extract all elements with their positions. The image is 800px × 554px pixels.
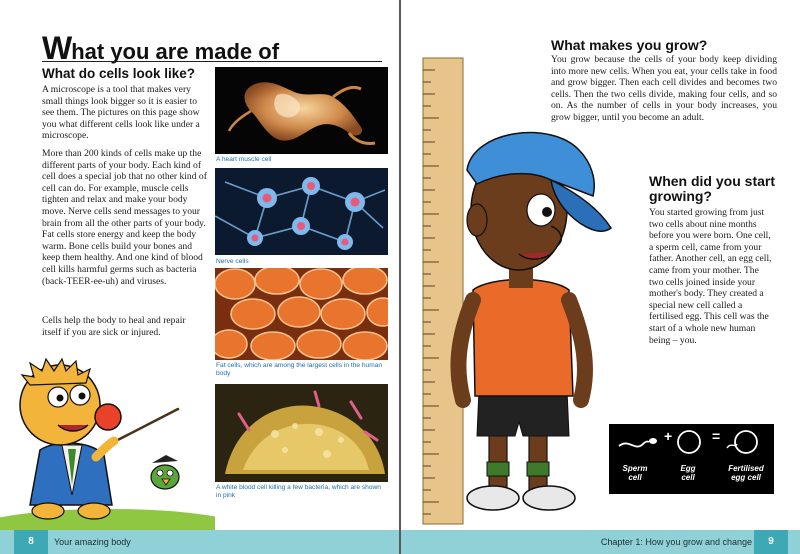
right-footer	[401, 530, 800, 554]
nerve-cells-caption: Nerve cells	[216, 258, 249, 265]
cells-heading: What do cells look like?	[42, 66, 196, 81]
heart-cell-caption: A heart muscle cell	[216, 156, 272, 163]
title-initial: W	[42, 30, 72, 66]
grow-paragraph: You grow because the cells of your body keep dividing into more new cells. When you eat, your cells take in food and grow bigger. Then each cell divides and becomes two cells. Then the two cells divide, making four cells, and so on. As the number of cells in your body increases, you grow bigger, until you become an adult.	[551, 54, 777, 123]
egg-label: Egg cell	[680, 464, 696, 482]
grow-heading: What makes you grow?	[551, 37, 708, 53]
right-footer-label: Chapter 1: How you grow and change	[600, 537, 752, 547]
sperm-label: Sperm cell	[622, 464, 648, 482]
lion-teacher-illustration	[0, 345, 215, 535]
right-page	[401, 0, 800, 554]
heal-paragraph: Cells help the body to heal and repair itself if you are sick or injured.	[42, 315, 186, 338]
fat-cells-caption: Fat cells, which are among the largest cells in the human body	[216, 362, 383, 378]
fertilisation-diagram	[609, 424, 774, 494]
left-footer-label: Your amazing body	[54, 537, 131, 547]
plus-sign: +	[664, 428, 673, 444]
title-underline	[42, 61, 382, 62]
equals-sign: =	[712, 428, 721, 444]
cell-types-paragraph: More than 200 kinds of cells make up the different parts of your body. Each kind of cell does a special job that no other kind of cell can do. For example, muscle cells tighten and relax and make your body move. Nerve cells send messages to your brain from all the other parts of your body. Fat cells store energy and keep the body warm. Bone cells build your bones and keep them healthy. And one kind of blood cell kills harmful germs such as bacteria (back-TEER-ee-uh) and viruses.	[42, 148, 207, 287]
start-growing-heading: When did you start growing?	[649, 173, 775, 204]
fertilised-label: Fertilised egg cell	[728, 464, 764, 482]
fertilisation-diagram-shapes	[609, 424, 774, 460]
left-page	[0, 0, 399, 554]
start-growing-paragraph: You started growing from just two cells about nine months before you were born. One cell, a sperm cell, came from your father. Another cell, an egg cell, came from your mother. The two cells joined inside your mother's body. They created a special new cell called a fertilised egg. This cell was the start of a whole new human being – you.	[649, 207, 772, 346]
nerve-cells-image	[215, 168, 388, 255]
left-footer	[0, 530, 399, 554]
page-number-right: 9	[754, 530, 788, 554]
heart-cell-image	[215, 67, 388, 154]
microscope-paragraph: A microscope is a tool that makes very small things look bigger so it is easier to see them. The pictures on this page show you what different cells look like under a microscope.	[42, 84, 200, 142]
white-blood-cell-image	[215, 384, 388, 482]
white-blood-cell-caption: A white blood cell killing a few bacteria, which are shown in pink	[216, 484, 381, 500]
title-rest: hat you are made of	[71, 39, 280, 64]
page-number-left: 8	[14, 530, 48, 554]
fat-cells-image	[215, 268, 388, 360]
